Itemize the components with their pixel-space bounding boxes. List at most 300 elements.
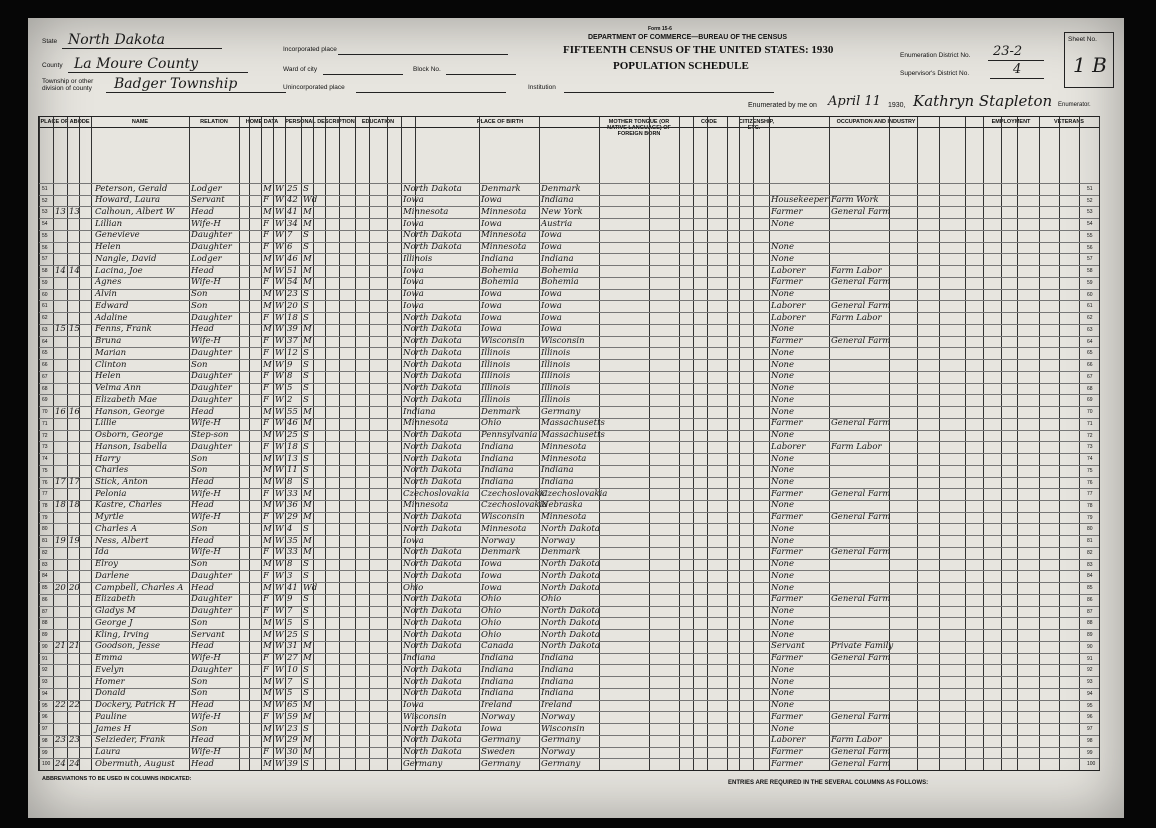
cell-rel: Daughter <box>191 606 232 617</box>
cell-race: W <box>275 723 284 734</box>
cell-sex: F <box>263 347 269 358</box>
cell-occ: None <box>771 700 795 711</box>
cell-ind: General Farm <box>831 336 891 347</box>
cell-fbp: Iowa <box>481 289 502 300</box>
cell-sex: M <box>263 406 272 417</box>
column-divider <box>769 117 770 770</box>
cell-fbp: Illinois <box>481 359 511 370</box>
column-group-header: EMPLOYMENT <box>991 119 1031 125</box>
cell-name: Clinton <box>95 359 127 370</box>
column-divider <box>261 117 262 770</box>
cell-race: W <box>275 500 284 511</box>
cell-rel: Son <box>191 289 208 300</box>
cell-fbp: Indiana <box>481 465 514 476</box>
cell-race: W <box>275 523 284 534</box>
column-divider <box>479 117 480 770</box>
cell-dw: 17 <box>55 477 66 487</box>
cell-rel: Head <box>191 406 214 417</box>
row-number: 81 <box>1087 538 1093 545</box>
cell-fbp: Germany <box>481 758 521 769</box>
cell-fam: 21 <box>69 641 80 652</box>
cell-bp: North Dakota <box>403 641 462 652</box>
cell-race: W <box>275 218 284 229</box>
cell-fbp: Norway <box>481 535 515 546</box>
cell-name: Obermuth, August <box>95 758 175 769</box>
cell-ms: M <box>303 653 312 664</box>
cell-ms: S <box>303 664 309 675</box>
cell-race: W <box>275 359 284 370</box>
row-number: 85 <box>1087 585 1093 592</box>
cell-rel: Son <box>191 359 208 370</box>
cell-dw: 19 <box>55 535 66 546</box>
cell-rel: Daughter <box>191 371 232 382</box>
cell-dw: 16 <box>55 406 66 417</box>
row-number: 55 <box>42 232 48 239</box>
cell-race: W <box>275 418 284 429</box>
cell-race: W <box>275 183 284 194</box>
cell-sex: M <box>263 253 272 264</box>
cell-mbp: Iowa <box>541 289 562 300</box>
cell-name: Velma Ann <box>95 383 142 394</box>
row-number: 68 <box>42 385 48 392</box>
cell-fbp: Indiana <box>481 653 514 664</box>
cell-name: Osborn, George <box>95 430 164 441</box>
cell-bp: North Dakota <box>403 559 462 570</box>
row-number: 75 <box>1087 467 1093 474</box>
cell-name: Kling, Irving <box>95 629 149 640</box>
cell-rel: Daughter <box>191 441 232 452</box>
cell-race: W <box>275 347 284 358</box>
cell-sex: F <box>263 606 269 617</box>
cell-sex: M <box>263 535 272 546</box>
cell-mbp: Ireland <box>541 700 573 711</box>
cell-age: 18 <box>287 312 298 323</box>
cell-name: Harry <box>95 453 121 464</box>
cell-age: 11 <box>287 465 298 476</box>
cell-mbp: Austria <box>541 218 573 229</box>
cell-rel: Wife-H <box>191 547 221 558</box>
cell-ms: M <box>303 547 312 558</box>
cell-race: W <box>275 324 284 335</box>
cell-bp: Minnesota <box>403 206 449 217</box>
cell-dw: 22 <box>55 700 66 711</box>
cell-race: W <box>275 277 284 288</box>
cell-name: Goodson, Jesse <box>95 641 161 652</box>
column-divider <box>1001 117 1002 770</box>
cell-sex: M <box>263 641 272 652</box>
cell-ms: S <box>303 300 309 311</box>
cell-age: 41 <box>287 206 298 217</box>
cell-occ: None <box>771 500 795 511</box>
cell-race: W <box>275 300 284 311</box>
cell-sex: F <box>263 218 269 229</box>
column-divider <box>939 117 940 770</box>
cell-sex: F <box>263 512 269 523</box>
column-divider <box>1099 117 1100 770</box>
cell-occ: Laborer <box>771 441 806 452</box>
cell-fbp: Denmark <box>481 183 521 194</box>
cell-rel: Son <box>191 559 208 570</box>
cell-bp: North Dakota <box>403 664 462 675</box>
cell-ms: M <box>303 277 312 288</box>
row-number: 90 <box>1087 643 1093 650</box>
cell-age: 7 <box>287 230 293 241</box>
cell-race: W <box>275 441 284 452</box>
cell-sex: F <box>263 371 269 382</box>
cell-age: 29 <box>287 735 298 746</box>
cell-ms: M <box>303 747 312 758</box>
column-divider <box>339 117 340 770</box>
cell-occ: None <box>771 324 795 335</box>
cell-bp: North Dakota <box>403 312 462 323</box>
cell-rel: Daughter <box>191 230 232 241</box>
cell-mbp: Illinois <box>541 371 571 382</box>
cell-rel: Daughter <box>191 394 232 405</box>
cell-mbp: Indiana <box>541 664 574 675</box>
cell-fbp: Ohio <box>481 617 502 628</box>
cell-fam: 16 <box>69 406 80 417</box>
cell-mbp: North Dakota <box>541 617 600 628</box>
cell-fam: 24 <box>69 758 80 769</box>
cell-occ: Farmer <box>771 758 803 769</box>
cell-bp: Wisconsin <box>403 711 447 722</box>
cell-sex: F <box>263 277 269 288</box>
row-number: 87 <box>1087 608 1093 615</box>
cell-sex: F <box>263 418 269 429</box>
cell-ms: S <box>303 629 309 640</box>
cell-name: Charles <box>95 465 129 476</box>
cell-fbp: Iowa <box>481 582 502 593</box>
row-number: 92 <box>42 667 48 674</box>
cell-bp: North Dakota <box>403 465 462 476</box>
cell-mbp: Ohio <box>541 594 562 605</box>
cell-mbp: Iowa <box>541 312 562 323</box>
cell-race: W <box>275 617 284 628</box>
row-number: 88 <box>1087 620 1093 627</box>
row-number: 57 <box>42 256 48 263</box>
county-value: La Moure County <box>74 56 199 72</box>
cell-sex: F <box>263 195 269 206</box>
row-number: 82 <box>1087 549 1093 556</box>
cell-race: W <box>275 641 284 652</box>
cell-ms: S <box>303 594 309 605</box>
cell-fbp: Iowa <box>481 559 502 570</box>
cell-bp: Indiana <box>403 406 436 417</box>
cell-mbp: North Dakota <box>541 559 600 570</box>
cell-race: W <box>275 535 284 546</box>
cell-race: W <box>275 629 284 640</box>
cell-age: 5 <box>287 383 293 394</box>
row-number: 73 <box>1087 444 1093 451</box>
cell-ms: S <box>303 570 309 581</box>
sheet-value: 1 B <box>1073 53 1107 77</box>
cell-bp: North Dakota <box>403 512 462 523</box>
cell-ind: General Farm <box>831 758 891 769</box>
column-group-header: EDUCATION <box>361 119 395 125</box>
cell-rel: Wife-H <box>191 711 221 722</box>
column-group-header: VETERANS <box>1054 119 1084 125</box>
column-divider <box>983 117 984 770</box>
cell-dw: 23 <box>55 735 66 746</box>
block-label: Block No. <box>413 66 441 73</box>
cell-occ: Laborer <box>771 312 806 323</box>
cell-sex: M <box>263 559 272 570</box>
cell-rel: Head <box>191 324 214 335</box>
cell-bp: Minnesota <box>403 500 449 511</box>
cell-fbp: Iowa <box>481 723 502 734</box>
cell-occ: None <box>771 477 795 487</box>
cell-ms: M <box>303 488 312 499</box>
cell-ms: S <box>303 723 309 734</box>
cell-bp: Minnesota <box>403 418 449 429</box>
cell-sex: M <box>263 453 272 464</box>
column-divider <box>53 117 54 770</box>
cell-rel: Lodger <box>191 253 222 264</box>
cell-name: Ida <box>95 547 109 558</box>
cell-ms: S <box>303 183 309 194</box>
cell-mbp: Indiana <box>541 653 574 664</box>
row-number: 83 <box>42 561 48 568</box>
cell-fbp: Ohio <box>481 629 502 640</box>
cell-fbp: Illinois <box>481 383 511 394</box>
form-number: Form 15-6 <box>648 26 672 32</box>
cell-age: 35 <box>287 535 298 546</box>
row-number: 95 <box>1087 702 1093 709</box>
cell-rel: Daughter <box>191 347 232 358</box>
cell-fbp: Ohio <box>481 594 502 605</box>
cell-fbp: Iowa <box>481 300 502 311</box>
cell-ms: M <box>303 336 312 347</box>
cell-mbp: Wisconsin <box>541 723 585 734</box>
cell-name: Myrtle <box>95 512 124 523</box>
row-number: 74 <box>1087 456 1093 463</box>
state-value: North Dakota <box>68 32 165 48</box>
cell-age: 4 <box>287 523 293 534</box>
cell-name: Genevieve <box>95 230 140 241</box>
cell-ms: M <box>303 206 312 217</box>
cell-mbp: North Dakota <box>541 606 600 617</box>
cell-dw: 13 <box>55 206 66 217</box>
column-divider <box>727 117 728 770</box>
row-number: 99 <box>1087 749 1093 756</box>
cell-bp: North Dakota <box>403 359 462 370</box>
row-number: 54 <box>42 221 48 228</box>
cell-fbp: Indiana <box>481 477 514 487</box>
header-divider <box>39 127 1099 128</box>
cell-rel: Wife-H <box>191 488 221 499</box>
cell-mbp: Massachusetts <box>541 430 605 441</box>
cell-fbp: Minnesota <box>481 242 527 253</box>
cell-ind: General Farm <box>831 547 891 558</box>
row-number: 76 <box>42 479 48 486</box>
cell-rel: Son <box>191 688 208 699</box>
cell-mbp: Norway <box>541 747 575 758</box>
enumerated-label: Enumerated by me on <box>748 102 817 109</box>
cell-occ: Farmer <box>771 336 803 347</box>
cell-name: Campbell, Charles A <box>95 582 184 593</box>
cell-name: Adaline <box>95 312 128 323</box>
cell-name: Emma <box>95 653 123 664</box>
row-number: 96 <box>1087 714 1093 721</box>
cell-race: W <box>275 265 284 276</box>
column-divider <box>401 117 402 770</box>
cell-occ: Farmer <box>771 418 803 429</box>
cell-name: Hanson, Isabella <box>95 441 168 452</box>
cell-occ: None <box>771 570 795 581</box>
institution-label: Institution <box>528 84 556 91</box>
row-number: 64 <box>1087 338 1093 345</box>
column-divider <box>917 117 918 770</box>
cell-sex: M <box>263 206 272 217</box>
cell-age: 46 <box>287 418 298 429</box>
cell-age: 25 <box>287 629 298 640</box>
cell-fam: 15 <box>69 324 80 335</box>
cell-fbp: Indiana <box>481 441 514 452</box>
row-number: 64 <box>42 338 48 345</box>
cell-occ: None <box>771 465 795 476</box>
cell-rel: Head <box>191 535 214 546</box>
column-divider <box>965 117 966 770</box>
cell-occ: Housekeeper <box>771 195 829 206</box>
cell-fbp: Ohio <box>481 418 502 429</box>
enumerator-suffix: Enumerator. <box>1058 102 1091 108</box>
cell-fam: 13 <box>69 206 80 217</box>
cell-mbp: Illinois <box>541 347 571 358</box>
column-divider <box>301 117 302 770</box>
row-number: 88 <box>42 620 48 627</box>
row-number: 91 <box>1087 655 1093 662</box>
cell-race: W <box>275 430 284 441</box>
cell-name: Pauline <box>95 711 127 722</box>
column-divider <box>539 117 540 770</box>
cell-age: 8 <box>287 371 293 382</box>
cell-ms: M <box>303 735 312 746</box>
cell-race: W <box>275 653 284 664</box>
cell-sex: M <box>263 758 272 769</box>
cell-occ: None <box>771 582 795 593</box>
row-number: 72 <box>42 432 48 439</box>
row-number: 93 <box>1087 679 1093 686</box>
cell-occ: Servant <box>771 641 805 652</box>
cell-fbp: Indiana <box>481 453 514 464</box>
cell-bp: North Dakota <box>403 547 462 558</box>
enumerator-name: Kathryn Stapleton <box>913 92 1053 110</box>
cell-name: Evelyn <box>95 664 125 675</box>
cell-rel: Wife-H <box>191 512 221 523</box>
cell-ms: Wd <box>303 582 318 593</box>
cell-age: 7 <box>287 606 293 617</box>
cell-age: 54 <box>287 277 298 288</box>
cell-ms: M <box>303 535 312 546</box>
row-number: 58 <box>1087 268 1093 275</box>
cell-dw: 21 <box>55 641 66 652</box>
cell-mbp: Iowa <box>541 300 562 311</box>
column-divider <box>273 117 274 770</box>
cell-mbp: Nebraska <box>541 500 583 511</box>
cell-age: 25 <box>287 183 298 194</box>
column-divider <box>355 117 356 770</box>
column-divider <box>679 117 680 770</box>
row-number: 63 <box>42 326 48 333</box>
cell-mbp: Denmark <box>541 547 581 558</box>
row-number: 76 <box>1087 479 1093 486</box>
column-divider <box>387 117 388 770</box>
cell-ms: S <box>303 430 309 441</box>
row-number: 68 <box>1087 385 1093 392</box>
cell-name: Agnes <box>95 277 122 288</box>
cell-rel: Wife-H <box>191 218 221 229</box>
cell-race: W <box>275 512 284 523</box>
column-divider <box>369 117 370 770</box>
cell-ms: M <box>303 218 312 229</box>
entries-heading: ENTRIES ARE REQUIRED IN THE SEVERAL COLUMNS AS FOLLOWS: <box>728 780 929 786</box>
cell-bp: North Dakota <box>403 676 462 687</box>
cell-ind: General Farm <box>831 277 891 288</box>
cell-mbp: Norway <box>541 535 575 546</box>
cell-occ: None <box>771 676 795 687</box>
cell-bp: Illinois <box>403 253 433 264</box>
cell-ms: S <box>303 289 309 300</box>
township-label: Township or other division of county <box>42 78 94 92</box>
cell-ind: General Farm <box>831 653 891 664</box>
cell-bp: North Dakota <box>403 430 462 441</box>
cell-fbp: Indiana <box>481 688 514 699</box>
cell-bp: North Dakota <box>403 441 462 452</box>
cell-rel: Son <box>191 465 208 476</box>
cell-mbp: Minnesota <box>541 453 587 464</box>
row-number: 70 <box>42 409 48 416</box>
cell-race: W <box>275 477 284 487</box>
cell-bp: North Dakota <box>403 747 462 758</box>
cell-rel: Head <box>191 700 214 711</box>
cell-occ: None <box>771 523 795 534</box>
cell-ind: General Farm <box>831 747 891 758</box>
column-divider <box>67 117 68 770</box>
row-number: 79 <box>42 514 48 521</box>
cell-name: Homer <box>95 676 125 687</box>
cell-age: 30 <box>287 747 298 758</box>
cell-dw: 15 <box>55 324 66 335</box>
column-divider <box>91 117 92 770</box>
cell-age: 18 <box>287 441 298 452</box>
cell-name: Edward <box>95 300 129 311</box>
cell-fbp: Denmark <box>481 547 521 558</box>
cell-race: W <box>275 195 284 206</box>
cell-mbp: Norway <box>541 711 575 722</box>
cell-bp: Iowa <box>403 265 424 276</box>
cell-sex: M <box>263 324 272 335</box>
cell-ms: S <box>303 688 309 699</box>
cell-ms: M <box>303 406 312 417</box>
cell-name: Donald <box>95 688 126 699</box>
cell-dw: 20 <box>55 582 66 593</box>
column-group-header: NAME <box>131 119 149 125</box>
cell-rel: Son <box>191 723 208 734</box>
cell-bp: Germany <box>403 758 443 769</box>
cell-race: W <box>275 664 284 675</box>
cell-ms: M <box>303 500 312 511</box>
cell-occ: Farmer <box>771 594 803 605</box>
ward-label: Ward of city <box>283 66 318 73</box>
row-number: 86 <box>42 596 48 603</box>
cell-age: 36 <box>287 500 298 511</box>
cell-sex: F <box>263 230 269 241</box>
cell-name: Fenns, Frank <box>95 324 152 335</box>
cell-fbp: Indiana <box>481 676 514 687</box>
cell-age: 3 <box>287 570 293 581</box>
cell-name: Marian <box>95 347 127 358</box>
column-divider <box>285 117 286 770</box>
